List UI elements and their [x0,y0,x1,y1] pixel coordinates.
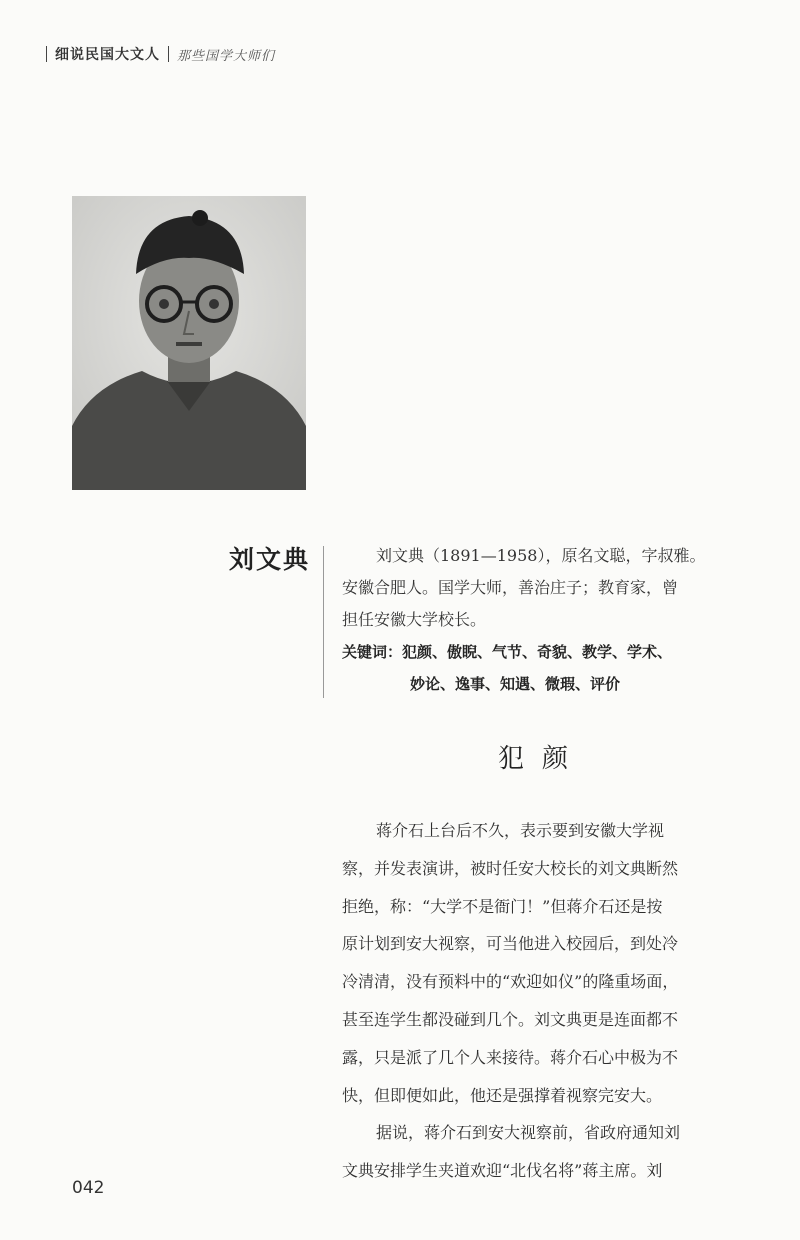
text-line: 据说，蒋介石到安大视察前，省政府通知刘 [376,1123,681,1143]
body-text [342,812,746,1190]
keywords [342,636,742,700]
profile-bio [342,540,742,700]
portrait-photo [72,196,306,490]
header-divider-middle [168,46,169,62]
person-name: 刘文典 [228,545,310,574]
chapter-title: 那些国学大师们 [177,48,276,64]
keywords-line: 妙论、逸事、知遇、微瑕、评价 [410,675,621,693]
paragraph [342,812,746,1114]
keywords-line: 关键词：犯颜、傲睨、气节、奇貌、教学、学术、 [342,643,673,661]
section-title: 犯颜 [497,744,586,774]
text-line: 露，只是派了几个人来接待。蒋介石心中极为不 [342,1047,679,1067]
profile-divider [323,546,324,698]
text-line: 快，但即便如此，他还是强撑着视察完安大。 [342,1085,663,1105]
person-name-block [200,540,310,576]
page-number: 042 [72,1178,105,1198]
text-line: 蒋介石上台后不久，表示要到安徽大学视 [376,821,665,840]
text-line: 冷清清，没有预料中的“欢迎如仪”的隆重场面， [342,972,679,992]
running-header [38,44,275,64]
text-line: 拒绝，称：“大学不是衙门！”但蒋介石还是按 [342,896,663,916]
paragraph [342,1114,746,1190]
text-line: 原计划到安大视察，可当他进入校园后，到处冷 [342,934,679,954]
header-divider-left [46,46,47,62]
bio-line: 安徽合肥人。国学大师，善治庄子；教育家，曾 [342,578,679,597]
text-line: 文典安排学生夹道欢迎“北伐名将”蒋主席。刘 [342,1161,663,1181]
text-line: 察，并发表演讲，被时任安大校长的刘文典断然 [342,858,679,878]
text-line: 甚至连学生都没碰到几个。刘文典更是连面都不 [342,1009,679,1029]
portrait-icon [72,196,306,490]
bio-line: 刘文典（1891—1958），原名文聪，字叔雅。 [376,546,706,565]
book-title: 细说民国大文人 [55,47,160,63]
bio-line: 担任安徽大学校长。 [342,610,487,629]
bio-paragraph [342,540,742,636]
